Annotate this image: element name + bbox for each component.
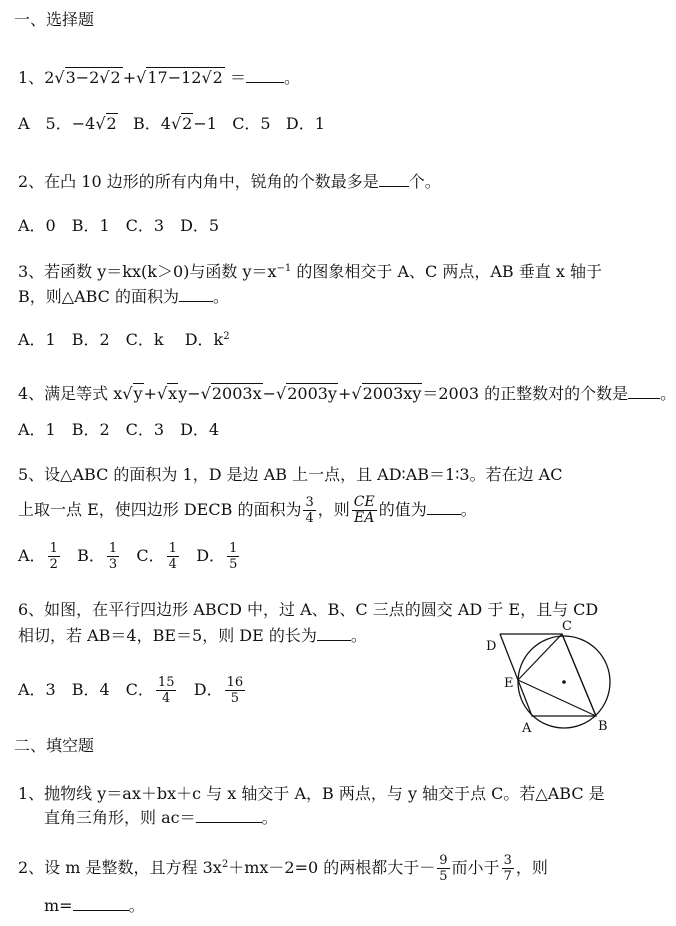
fill-question-2-line-2: m= 。 — [44, 896, 145, 915]
question-3-line-1: 3、若函数 y＝kx(k＞0)与函数 $y=x^{-1}$ 的图象相交于 A、C 两点，AB 垂直 x 轴于 — [18, 262, 602, 281]
q5-option-c-frac: $\frac{1}{4}$ — [168, 541, 177, 572]
label-a: A — [522, 721, 532, 736]
q1-blank — [246, 68, 284, 83]
parallelogram-shape — [500, 634, 596, 716]
q1-option-b-tail: −1 — [193, 114, 217, 133]
q6-blank — [317, 626, 351, 641]
question-3-line-2: B，则△ABC 的面积为 。 — [18, 287, 230, 306]
q5-fraction-ce-ea: $\frac{CE}{EA}$ — [353, 494, 375, 526]
q2-text: 2、在凸 10 边形的所有内角中，锐角的个数最多是 — [18, 172, 379, 191]
label-c: C — [562, 619, 572, 634]
q6-option-c-frac: $\frac{15}{4}$ — [157, 675, 175, 706]
f1-blank — [196, 808, 262, 823]
q4-radical-y: y — [133, 384, 143, 403]
section-title-fill: 二、填空题 — [14, 736, 95, 755]
q1-equals: ＝ — [229, 68, 246, 87]
q6-options: A．3 B．4 C． $\frac{15}{4}$ D． $\frac{16}{5}$ — [18, 675, 244, 706]
q5-fraction-3-4: $\frac{3}{4}$ — [305, 495, 314, 526]
q1-option-a-radical: 2 — [106, 114, 117, 133]
q5-option-d-frac: $\frac{1}{5}$ — [229, 541, 238, 572]
label-d: D — [486, 639, 497, 654]
q5-blank — [427, 500, 461, 515]
section-title-choice: 一、选择题 — [14, 10, 95, 29]
f2-blank — [73, 896, 129, 911]
q1-radical-2: 17−12√2 — [147, 68, 223, 87]
circle-center-dot — [562, 680, 566, 684]
q4-radical-x: x — [168, 384, 178, 403]
question-6-line-1: 6、如图，在平行四边形 ABCD 中，过 A、B、C 三点的圆交 AD 于 E，且与 CD — [18, 600, 599, 619]
q3-exponent: −1 — [276, 263, 292, 274]
question-5-line-2: 上取一点 E，使四边形 DECB 的面积为 $\frac{3}{4}$ ，则 $\frac{CE}{EA}$ 的值为 。 — [18, 494, 477, 526]
fill-question-1-line-2: 直角三角形，则 ac＝ 。 — [44, 808, 278, 827]
question-6-line-2: 相切，若 AB＝4，BE＝5，则 DE 的长为 。 — [18, 626, 367, 645]
fill-question-1-line-1: 1、抛物线 y＝ax＋bx＋c 与 x 轴交于 A，B 两点，与 y 轴交于点 C。若△ABC 是 — [18, 784, 605, 803]
q4-radical-2003xy: 2003xy — [362, 384, 422, 403]
q1-option-b: B．4 — [132, 114, 171, 133]
q2-options: A．0 B．1 C．3 D．5 — [18, 216, 220, 235]
q1-plus: + — [122, 68, 137, 87]
q4-blank — [628, 384, 660, 399]
fill-question-2-line-1: 2、设 m 是整数，且方程 $3x^2+mx-2=0$ 的两根都大于－ $\frac{9}{5}$ 而小于 $\frac{3}{7}$ ，则 — [18, 853, 548, 884]
q1-option-a: A 5．−4 — [18, 114, 96, 133]
question-1: 1、2√3−2√2 +√17−12√2 ＝ 。 — [18, 68, 300, 87]
q6-option-d-frac: $\frac{16}{5}$ — [226, 675, 244, 706]
q5-options: A． $\frac{1}{2}$ B． $\frac{1}{3}$ C． $\frac{1}{4}$ D． $\frac{1}{5}$ — [18, 541, 238, 572]
q5-option-b-frac: $\frac{1}{3}$ — [108, 541, 118, 572]
q1-radical-1: 3−2√2 — [65, 68, 121, 87]
segment-ec — [518, 634, 562, 680]
q4-radical-2003y: 2003y — [287, 384, 337, 403]
segment-cb — [562, 634, 596, 716]
q1-coef: 2 — [44, 68, 55, 87]
q3-blank — [179, 287, 213, 302]
q1-options: A 5．−4√2 B．4√2−1 C．5 D．1 — [18, 114, 325, 133]
q5-option-a-frac: $\frac{1}{2}$ — [49, 541, 58, 572]
q1-number: 1、 — [18, 68, 45, 87]
q1-option-d: D．1 — [285, 114, 325, 133]
question-2 — [18, 172, 441, 192]
q3-options: A．1 B．2 C．k D．$k^2$ — [18, 330, 230, 349]
q1-option-b-radical: 2 — [182, 114, 193, 133]
q2-blank — [379, 172, 409, 187]
q1-option-c: C．5 — [232, 114, 271, 133]
label-b: B — [598, 719, 608, 734]
q4-radical-2003x: 2003x — [211, 384, 262, 403]
q3-options-exponent: 2 — [223, 331, 230, 342]
q4-options: A．1 B．2 C．3 D．4 — [18, 420, 220, 439]
f2-exponent: 2 — [221, 859, 229, 870]
q6-geometry-figure — [466, 614, 626, 744]
question-4: 4、满足等式 x√y+√xy−√2003x−√2003y+√2003xy＝2003 的正整数对的个数是 。 — [18, 384, 676, 403]
q2-end: 个。 — [408, 172, 441, 191]
f2-fraction-9-5: $\frac{9}{5}$ — [439, 853, 448, 884]
f2-fraction-3-7: $\frac{3}{7}$ — [503, 853, 512, 884]
label-e: E — [504, 676, 514, 691]
q1-end: 。 — [283, 68, 300, 87]
question-5-line-1: 5、设△ABC 的面积为 1，D 是边 AB 上一点，且 AD∶AB＝1∶3。若在边 AC — [18, 465, 563, 484]
